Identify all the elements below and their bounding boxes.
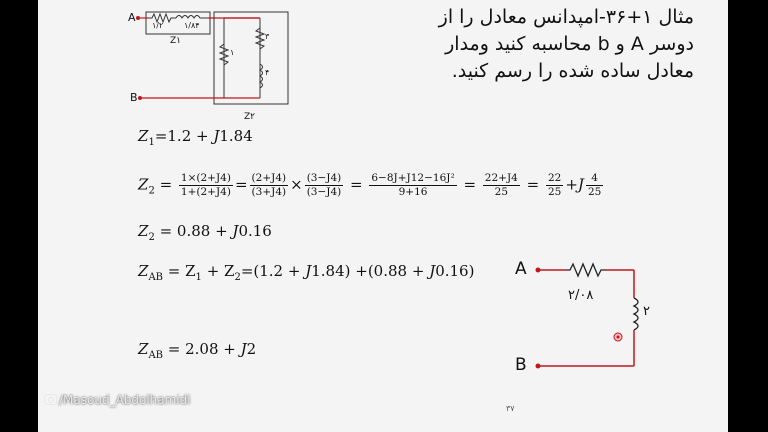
inductor-value-label: ۲	[643, 304, 650, 319]
l2-label: ۴	[265, 68, 270, 77]
fraction-4: $\frac{\text{6−8J+J12−16J²}}{9+16}$	[371, 172, 455, 198]
fraction-1: $\frac{1\times(2+J4)}{1+(2+J4)}$	[180, 172, 231, 198]
title-line-1: مثال ۱+۳۶-امپدانس معادل را از	[438, 6, 694, 28]
z1-label: Z۱	[170, 36, 181, 46]
slide	[38, 0, 728, 432]
r1-label: ۱/۲	[152, 21, 164, 30]
terminal-a-dot	[536, 268, 541, 273]
l1-label: ۱/۸۴	[184, 21, 200, 30]
equation-zab-sum: $Z_{AB} = Z_1 + Z_2=(1.2 + J1.84) +(0.88 + J0.16)$	[138, 262, 475, 283]
simplified-circuit-diagram	[534, 262, 644, 372]
fraction-3: $\frac{(3-J4)}{(3-J4)}$	[306, 172, 342, 198]
resistor-value-label: ۲/۰۸	[568, 288, 594, 303]
equation-zab: $Z_{AB} = 2.08 + J2$	[138, 340, 257, 361]
title-line-2: دوسر A و b محاسبه کنید ومدار	[445, 33, 694, 55]
camera-icon	[44, 394, 57, 405]
equation-z2: $Z_2 = 0.88 + J0.16$	[138, 222, 272, 243]
right-letterbox	[728, 0, 768, 432]
terminal-b-dot	[536, 364, 541, 369]
fraction-7: $\frac{4}{25}$	[587, 172, 602, 198]
z2-box	[214, 12, 288, 104]
bottom-label-b: B	[515, 355, 527, 375]
fraction-2: $\frac{(2+J4)}{(3+J4)}$	[251, 172, 287, 198]
fraction-6: $\frac{22}{25}$	[547, 172, 562, 198]
top-label-b: B	[130, 91, 138, 104]
page-number: ۳۷	[506, 404, 515, 413]
equivalent-resistor	[566, 264, 606, 276]
fraction-5: $\frac{22+J4}{25}$	[484, 172, 518, 198]
bottom-label-a: A	[515, 259, 527, 279]
left-letterbox	[0, 0, 38, 432]
title-line-3: معادل ساده شده را رسم کنید.	[451, 60, 694, 82]
watermark: /Masoud_Abdolhamidi	[44, 393, 191, 407]
r3-label: ۳	[265, 32, 270, 41]
l1-inductor	[176, 16, 208, 19]
top-label-a: A	[128, 11, 136, 24]
equation-z1: $Z_1=1.2 + J1.84$	[138, 127, 253, 148]
r2-label: ۱	[230, 48, 235, 57]
equivalent-inductor	[634, 298, 638, 330]
equation-z2-derivation: $Z_2$ = $\frac{1\times(2+J4)}{1+(2+J4)}$ = $\frac{(2+J4)}{(3+J4)}$ × $\frac{(3-J4)}{(3-J4)}$ = $\frac{\text{6−8J+J12−16J²}}{9+16}$ = $\frac{22+J4}{25}$ = $\frac{22}{25}$ +J $\frac{4}{25}$	[138, 172, 602, 198]
z2-label: Z۲	[244, 112, 255, 122]
